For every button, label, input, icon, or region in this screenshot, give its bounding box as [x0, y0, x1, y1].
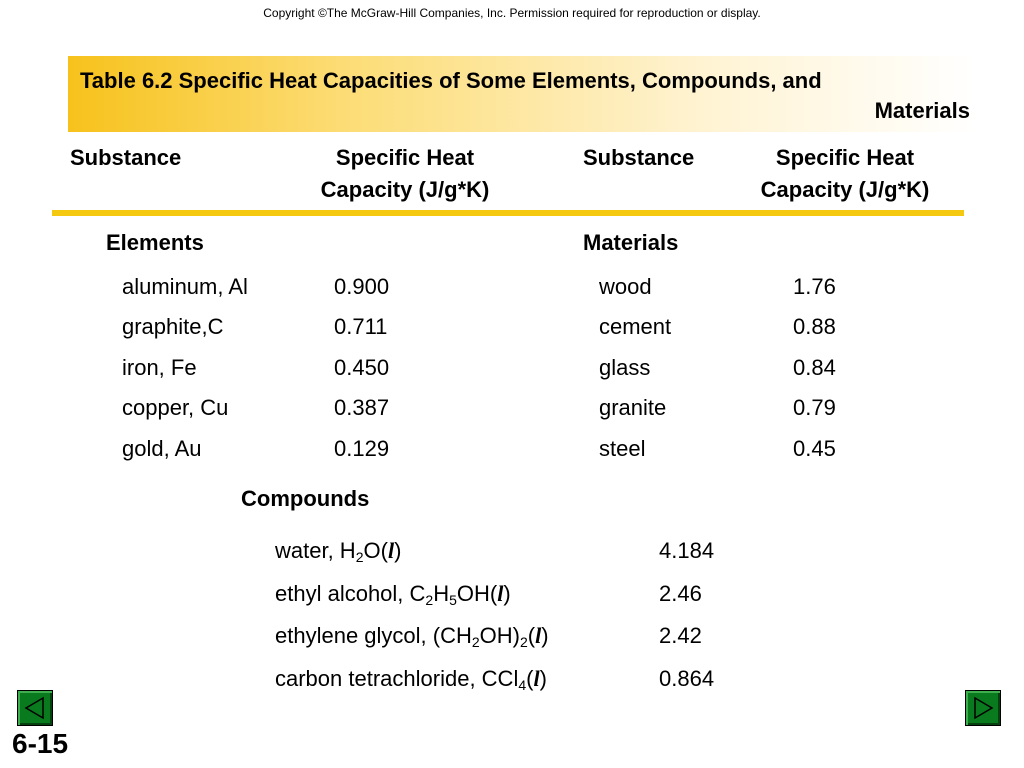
header-substance-right: Substance — [583, 145, 695, 170]
element-name-copper: copper, Cu — [122, 395, 229, 420]
header-divider — [52, 210, 964, 216]
compound-value-ethylene-glycol: 2.42 — [659, 623, 702, 648]
next-slide-button[interactable] — [965, 690, 1001, 726]
material-name-cement: cement — [599, 314, 672, 339]
triangle-left-icon — [18, 691, 52, 725]
header-heat-right-line2: Capacity (J/g*K) — [760, 177, 930, 202]
compound-name-carbon-tetrachloride: carbon tetrachloride, CCl$_4$(l) — [275, 666, 547, 693]
element-name-iron: iron, Fe — [122, 355, 197, 380]
section-label-materials: Materials — [583, 230, 679, 255]
material-name-glass: glass — [599, 355, 651, 380]
header-heat-right-line1: Specific Heat — [775, 145, 915, 170]
element-name-gold: gold, Au — [122, 436, 202, 461]
header-substance-left: Substance — [70, 145, 182, 170]
material-value-steel: 0.45 — [793, 436, 836, 461]
material-name-steel: steel — [599, 436, 646, 461]
material-value-wood: 1.76 — [793, 274, 836, 299]
copyright-notice: Copyright ©The McGraw-Hill Companies, Inc. Permission required for reproduction or display. — [263, 6, 761, 20]
compound-name-ethylene-glycol: ethylene glycol, $(CH_2OH)_2(l)$ — [275, 623, 549, 650]
compound-name-water: water, $H_2O(l)$ — [275, 538, 402, 565]
table-title-line2: Materials — [874, 98, 970, 123]
compound-value-carbon-tetrachloride: 0.864 — [659, 666, 715, 691]
header-heat-left — [300, 142, 510, 206]
material-value-granite: 0.79 — [793, 395, 836, 420]
section-label-compounds: Compounds — [241, 486, 370, 511]
header-heat-left-line2: Capacity (J/g*K) — [320, 177, 490, 202]
slide-number: 6-15 — [12, 728, 69, 759]
element-value-graphite: 0.711 — [334, 314, 388, 339]
compound-value-ethyl-alcohol: 2.46 — [659, 581, 702, 606]
material-name-granite: granite — [599, 395, 667, 420]
previous-slide-button[interactable] — [17, 690, 53, 726]
element-name-aluminum: aluminum, Al — [122, 274, 248, 299]
element-value-aluminum: 0.900 — [334, 274, 390, 299]
compound-value-water: 4.184 — [659, 538, 715, 563]
material-value-glass: 0.84 — [793, 355, 836, 380]
material-name-wood: wood — [599, 274, 652, 299]
table-title-line1: Table 6.2 Specific Heat Capacities of Some Elements, Compounds, and — [80, 68, 822, 93]
element-value-gold: 0.129 — [334, 436, 390, 461]
triangle-right-icon — [966, 691, 1000, 725]
material-value-cement: 0.88 — [793, 314, 836, 339]
header-heat-right — [740, 142, 950, 206]
element-value-iron: 0.450 — [334, 355, 390, 380]
element-value-copper: 0.387 — [334, 395, 390, 420]
element-name-graphite: graphite,C — [122, 314, 224, 339]
header-heat-left-line1: Specific Heat — [335, 145, 475, 170]
compound-name-ethyl-alcohol: ethyl alcohol, $C_2H_5OH(l)$ — [275, 581, 511, 608]
section-label-elements: Elements — [106, 230, 204, 255]
